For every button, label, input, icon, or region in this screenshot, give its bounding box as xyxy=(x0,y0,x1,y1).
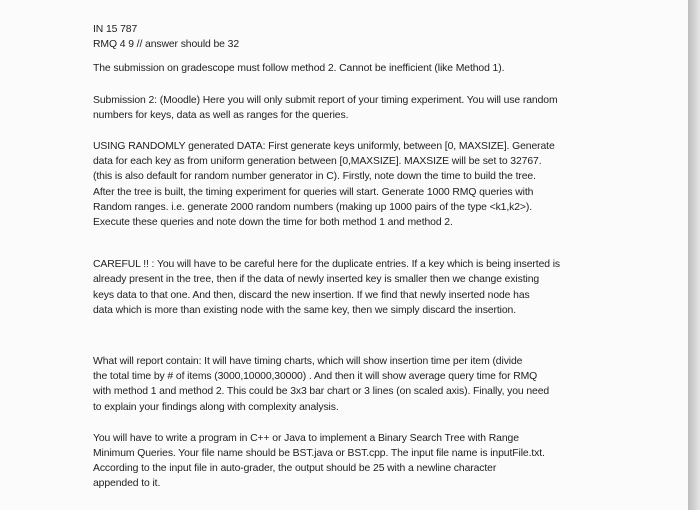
paragraph-method: The submission on gradescope must follow method 2. Cannot be inefficient (like Method 1). xyxy=(93,63,505,75)
paragraph-random-data: USING RANDOMLY generated DATA: First generate keys uniformly, between [0, MAXSIZE]. Generate data for each key as from uniform generation between [0,MAXSIZE]. MAXSIZE will be set to 32767. (this is also default for random number generator in C). Firstly, note down the time to build the tree. After the tree is built, the timing experiment for queries will start. Generate 1000 RMQ queries with Random ranges. i.e. generate 2000 random numbers (making up 1000 pairs of the type <k1,k2>). Execute these queries and note down the time for both method 1 and method 2. xyxy=(93,141,555,229)
paragraph-report: What will report contain: It will have timing charts, which will show insertion time per item (divide the total time by # of items (3000,10000,30000) . And then it will show average query time for RMQ with method 1 and method 2. This could be 3x3 bar chart or 3 lines (on scaled axis). Finally, you need to explain your findings along with complexity analysis. xyxy=(93,356,550,413)
paragraph-program: You will have to write a program in C++ or Java to implement a Binary Search Tree with Range Minimum Queries. Your file name should be BST.java or BST.cpp. The input file name is inputFile.txt. According to the input file in auto-grader, the output should be 25 with a newline character appended to it. xyxy=(93,432,545,490)
paragraph-submission: Submission 2: (Moodle) Here you will only submit report of your timing experiment. You will use random numbers for keys, data as well as ranges for the queries. xyxy=(93,94,558,121)
page-edge-shadow xyxy=(688,0,700,510)
header-line-2: RMQ 4 9 // answer should be 32 xyxy=(93,39,240,51)
document-body xyxy=(93,22,618,492)
header-line-1: IN 15 787 xyxy=(93,24,138,35)
paragraph-careful: CAREFUL !! : You will have to be careful here for the duplicate entries. If a key which is being inserted is already present in the tree, then if the data of newly inserted key is smaller then we change existing keys data to that one. And then, discard the new insertion. If we find that newly inserted node has data which is more than existing node with the same key, then we simply discard the insertion. xyxy=(93,259,561,316)
